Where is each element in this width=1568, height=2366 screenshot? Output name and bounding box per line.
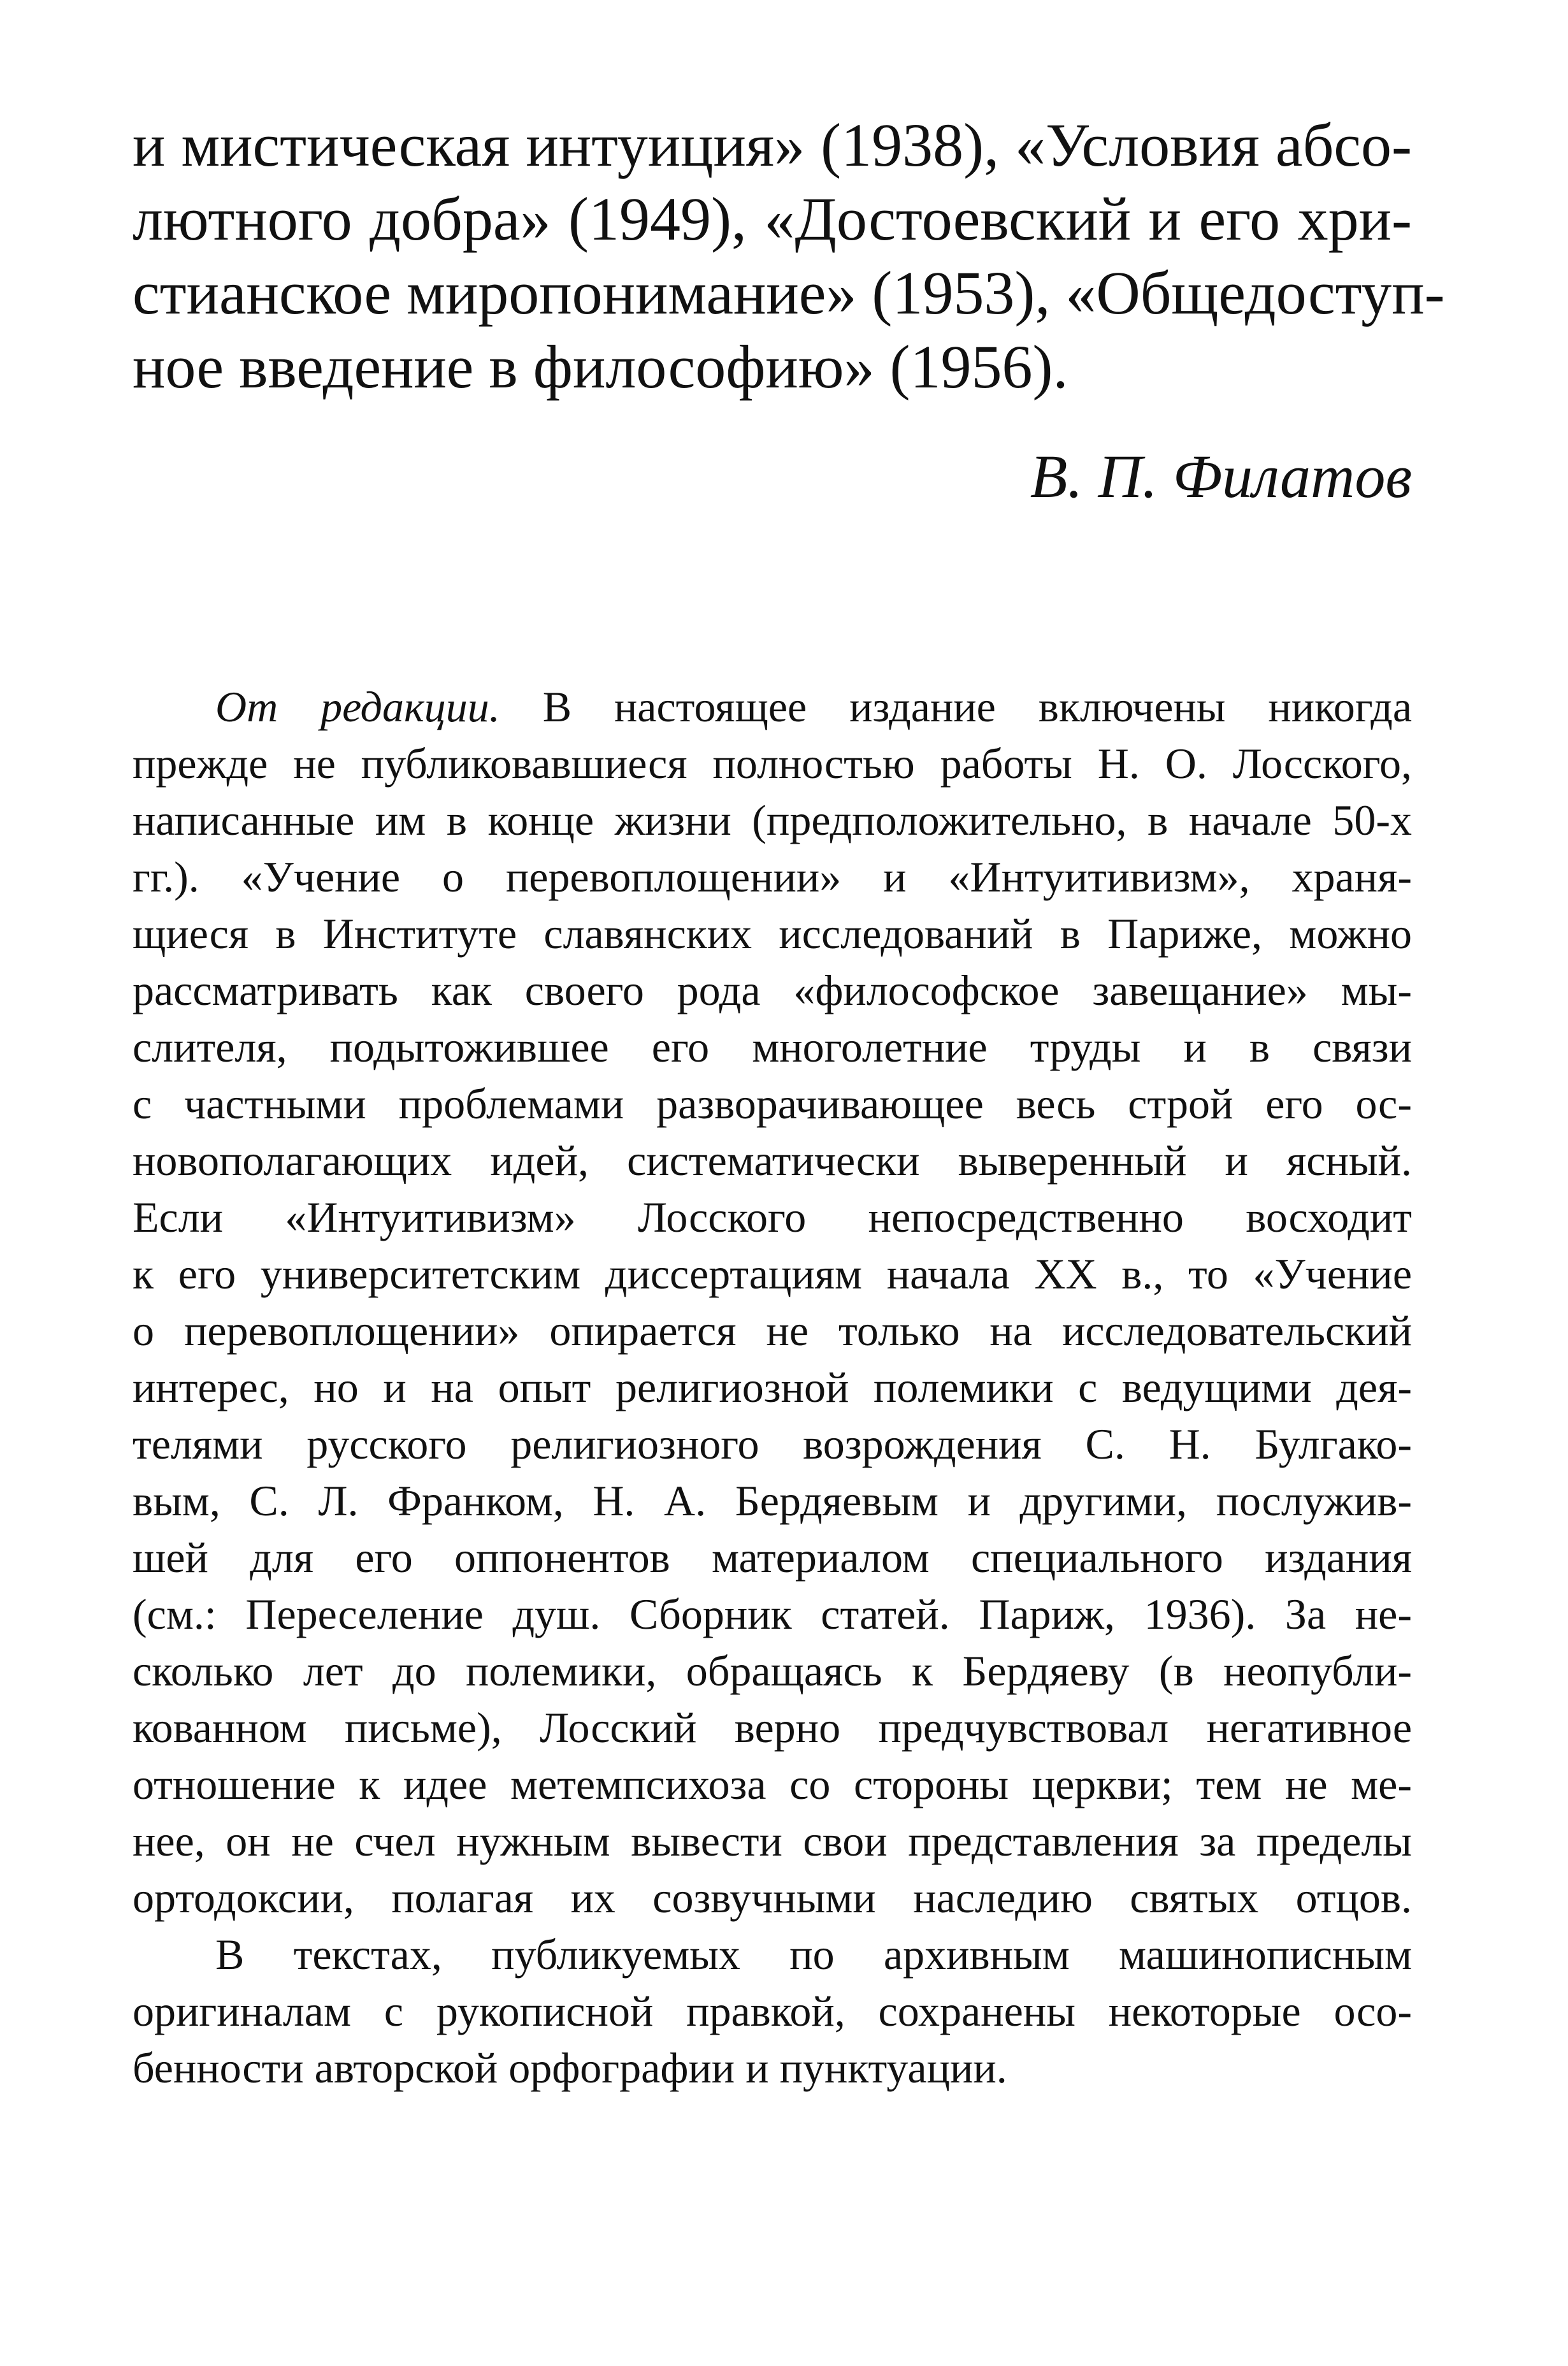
page-content — [133, 108, 1445, 2092]
text-line: стианское миропонимание» (1953), «Общедоступ- — [133, 259, 1445, 327]
text-line: рассматривать как своего рода «философское завещание» мы- — [133, 966, 1412, 1014]
text-line: о перевоплощении» опирается не только на исследовательский — [133, 1306, 1412, 1355]
author-signature: В. П. Филатов — [1030, 442, 1412, 510]
text-line: новополагающих идей, систематически выверенный и ясный. — [133, 1136, 1412, 1185]
text-line: и мистическая интуиция» (1938), «Условия абсо- — [133, 111, 1412, 179]
text-line: сколько лет до полемики, обращаясь к Бердяеву (в неопубли- — [133, 1647, 1412, 1695]
intro-paragraph — [133, 108, 1445, 404]
text-line: вым, С. Л. Франком, Н. А. Бердяевым и другими, послужив- — [133, 1476, 1412, 1525]
text-line: щиеся в Институте славянских исследований в Париже, можно — [133, 909, 1412, 958]
text-line: шей для его оппонентов материалом специального издания — [133, 1533, 1412, 1582]
text-line: нее, он не счел нужным вывести свои представления за пределы — [133, 1817, 1412, 1865]
text-line: ное введение в философию» (1956). — [133, 333, 1068, 401]
text-line: прежде не публиковавшиеся полностью работы Н. О. Лосского, — [133, 739, 1412, 788]
text-line: написанные им в конце жизни (предположительно, в начале 50-х — [133, 796, 1412, 844]
text-line: отношение к идее метемпсихоза со стороны церкви; тем не ме- — [133, 1760, 1412, 1808]
text-line: с частными проблемами разворачивающее весь строй его ос- — [133, 1079, 1412, 1128]
text-line: гг.). «Учение о перевоплощении» и «Интуитивизм», храня- — [133, 853, 1412, 901]
editorial-paragraph-1 — [133, 679, 1412, 1926]
text-line: кованном письме), Лосский верно предчувствовал негативное — [133, 1703, 1412, 1752]
text-line: Если «Интуитивизм» Лосского непосредственно восходит — [133, 1193, 1412, 1241]
editorial-note — [133, 679, 1412, 2096]
text-line: бенности авторской орфографии и пунктуации. — [133, 2044, 1007, 2092]
text-line: оригиналам с рукописной правкой, сохранены некоторые осо- — [133, 1987, 1412, 2035]
text-line: к его университетским диссертациям начала XX в., то «Учение — [133, 1250, 1412, 1298]
editorial-lead: От редакции. — [215, 682, 500, 731]
text-fragment: В настоящее издание включены никогда — [542, 682, 1412, 731]
text-line: интерес, но и на опыт религиозной полемики с ведущими дея- — [133, 1363, 1412, 1411]
text-line: В текстах, публикуемых по архивным машинописным — [215, 1930, 1412, 1979]
text-line: слителя, подытожившее его многолетние труды и в связи — [133, 1023, 1412, 1071]
text-line: (см.: Переселение душ. Сборник статей. Париж, 1936). За не- — [133, 1590, 1412, 1638]
text-line: лютного добра» (1949), «Достоевский и его хри- — [133, 185, 1412, 253]
text-line: телями русского религиозного возрождения С. Н. Булгако- — [133, 1420, 1412, 1468]
text-line: ортодоксии, полагая их созвучными наследию святых отцов. — [133, 1873, 1412, 1922]
editorial-paragraph-2 — [133, 1926, 1412, 2096]
text-line — [133, 679, 1412, 735]
